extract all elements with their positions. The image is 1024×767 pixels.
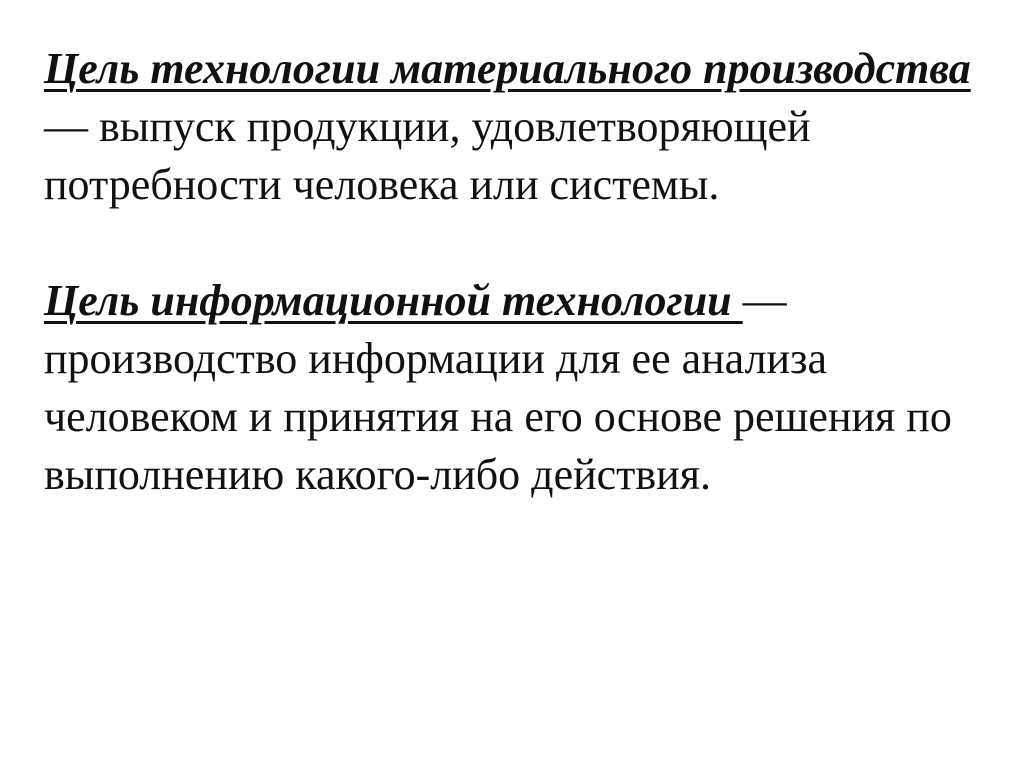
definition-material-production [44,40,994,214]
definition-information-technology [44,272,994,504]
definition-text-material-production: — выпуск продукции, удовлетворяющей потребности человека или системы. [44,102,811,209]
term-material-production: Цель технологии материального производства [44,44,971,93]
term-information-technology: Цель информационной технологии [44,276,743,325]
slide-content [44,40,994,504]
definition-text-information-technology: — производство информации для ее анализа человеком и принятия на его основе решения по выполнению какого-либо действия. [44,276,952,499]
